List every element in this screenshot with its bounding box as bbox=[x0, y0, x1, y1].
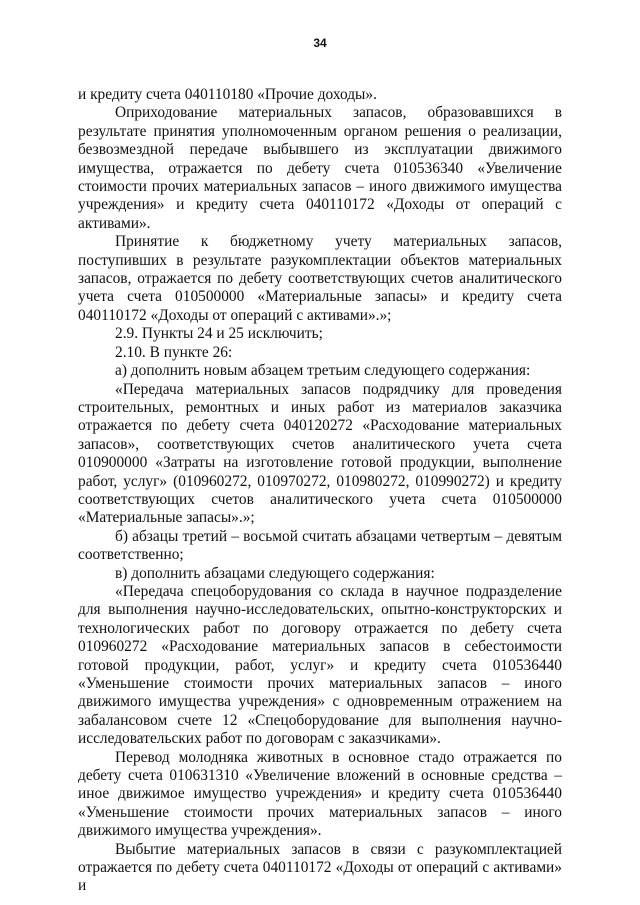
document-body bbox=[78, 86, 562, 896]
paragraph: и кредиту счета 040110180 «Прочие доходы». bbox=[78, 86, 377, 103]
paragraph: 2.10. В пункте 26: bbox=[115, 343, 233, 361]
paragraph: Оприходование материальных запасов, образовавшихся в результате принятия уполномоченным органом решения о реализации, безвозмездной передаче выбывшего из эксплуатации движимого имущества, отражается по дебету счета 010536340 «Увеличение стоимости прочих материальных запасов – иного движимого имущества учреждения» и кредиту счета 040110172 «Доходы от операций с активами». bbox=[78, 104, 562, 232]
paragraph: б) абзацы третий – восьмой считать абзацами четвертым – девятым соответственно; bbox=[78, 527, 562, 564]
paragraph: Перевод молодняка животных в основное стадо отражается по дебету счета 010631310 «Увеличение вложений в основные средства – иное движимое имущество учреждения» и кредиту счета 010536440 «Уменьшение стоимости прочих материальных запасов – иного движимого имущества учреждения». bbox=[78, 748, 562, 840]
paragraph: а) дополнить новым абзацем третьим следующего содержания: bbox=[115, 362, 531, 380]
page-number: 34 bbox=[313, 36, 327, 50]
paragraph: «Передача материальных запасов подрядчику для проведения строительных, ремонтных и иных работ из материалов заказчика отражается по дебету счета 040120272 «Расходование материальных запасов», соответствующих счетов аналитического учета счета 010900000 «Затраты на изготовление готовой продукции, выполнение работ, услуг» (010960272, 010970272, 010980272, 010990272) и кредиту соответствующих счетов аналитического учета счета 010500000 «Материальные запасы».»; bbox=[78, 380, 562, 527]
paragraph: в) дополнить абзацами следующего содержания: bbox=[115, 564, 435, 582]
paragraph: «Передача спецоборудования со склада в научное подразделение для выполнения научно-исследовательских, опытно-конструкторских и технологических работ по договору отражается по дебету счета 010960272 «Расходование материальных запасов в себестоимости готовой продукции, работ, услуг» и кредиту счета 010536440 «Уменьшение стоимости прочих материальных запасов – иного движимого имущества учреждения» с одновременным отражением на забалансовом счете 12 «Спецоборудование для выполнения научно-исследовательских работ по договорам с заказчиками». bbox=[78, 582, 562, 748]
paragraph: Выбытие материальных запасов в связи с разукомплектацией отражается по дебету счета 040110172 «Доходы от операций с активами» и bbox=[78, 840, 562, 895]
paragraph: 2.9. Пункты 24 и 25 исключить; bbox=[115, 325, 323, 343]
paragraph: Принятие к бюджетному учету материальных запасов, поступивших в результате разукомплектации объектов материальных запасов, отражается по дебету соответствующих счетов аналитического учета счета 010500000 «Материальные запасы» и кредиту счета 040110172 «Доходы от операций с активами».»; bbox=[78, 233, 562, 324]
